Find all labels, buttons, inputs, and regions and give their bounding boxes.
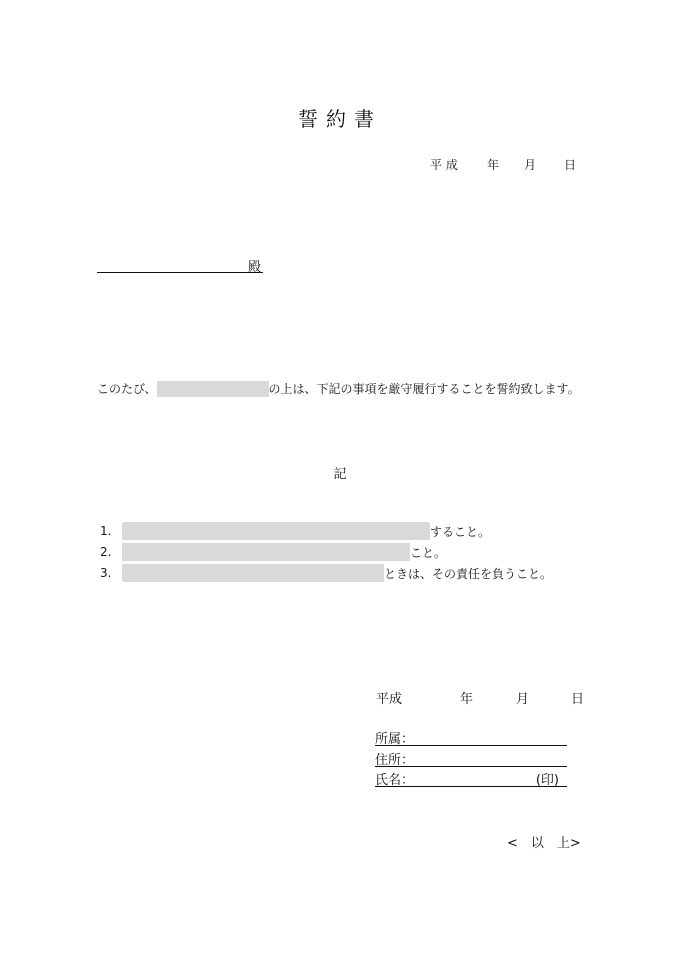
date-month: 月 [516, 692, 530, 707]
address-label: 住所： [375, 753, 415, 768]
date-era: 平 成 [430, 158, 458, 172]
signature-date [376, 688, 586, 706]
date-era: 平成 [376, 692, 403, 707]
date-day: 日 [571, 692, 585, 707]
closing-text: < 以 上> [507, 836, 581, 851]
item-number: 2. [100, 545, 112, 559]
list-item [100, 522, 490, 540]
ki-heading: 記 [333, 467, 347, 482]
name-field[interactable] [375, 769, 567, 787]
item-number: 1. [100, 524, 112, 538]
date-month: 月 [524, 158, 537, 172]
list-item [100, 543, 446, 561]
document-title: 誓約書 [298, 107, 382, 131]
item-text: こと。 [410, 545, 447, 560]
date-day: 日 [564, 158, 577, 172]
addressee-suffix: 殿 [248, 260, 262, 275]
redacted-field [157, 381, 269, 397]
item-number: 3. [100, 566, 112, 580]
address-field[interactable] [375, 749, 567, 767]
redacted-field [122, 522, 430, 540]
date-year: 年 [460, 692, 474, 707]
affiliation-field[interactable] [375, 728, 567, 746]
item-text: ときは、その責任を負うこと。 [384, 566, 553, 581]
affiliation-label: 所属： [375, 732, 415, 747]
intro-prefix: このたび、 [97, 382, 157, 396]
intro-suffix: の上は、下記の事項を厳守履行することを誓約致します。 [268, 382, 580, 396]
redacted-field [122, 564, 384, 582]
addressee-line [97, 272, 263, 273]
date-header [430, 156, 580, 172]
name-label: 氏名： [375, 773, 415, 788]
item-text: すること。 [430, 524, 491, 539]
list-item [100, 564, 552, 582]
seal-mark: (印) [535, 773, 559, 788]
date-year: 年 [487, 158, 500, 172]
redacted-field [122, 543, 410, 561]
intro-sentence [97, 380, 580, 397]
